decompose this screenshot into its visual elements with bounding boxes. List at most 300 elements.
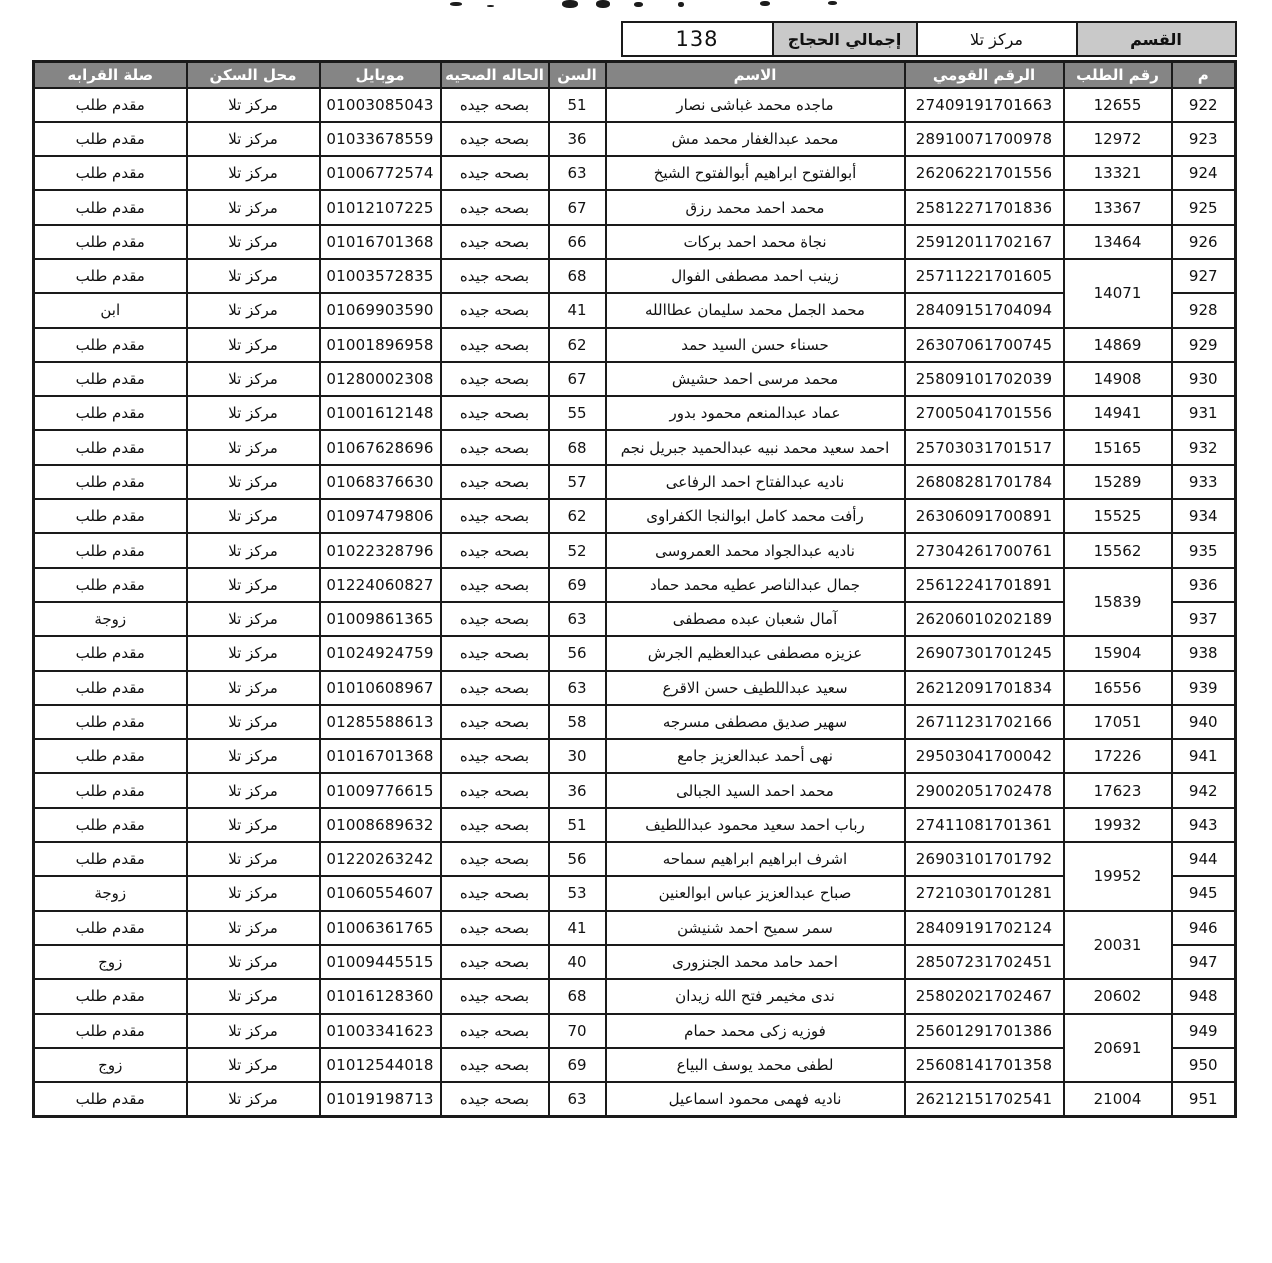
- cell-health: بصحه جيده: [441, 979, 549, 1013]
- cell-relation: ابن: [34, 293, 187, 327]
- cell-age: 55: [549, 396, 606, 430]
- col-header-health-status: الحاله الصحيه: [441, 62, 549, 88]
- cell-residence: مركز تلا: [187, 1048, 320, 1082]
- cell-request: 12972: [1064, 122, 1172, 156]
- cell-relation: مقدم طلب: [34, 122, 187, 156]
- cell-residence: مركز تلا: [187, 739, 320, 773]
- cell-relation: مقدم طلب: [34, 705, 187, 739]
- table-row: [34, 122, 1236, 156]
- cell-mobile: 01019198713: [320, 1082, 441, 1116]
- cell-name: محمد احمد محمد رزق: [606, 190, 905, 224]
- cell-name: رأفت محمد كامل ابوالنجا الكفراوى: [606, 499, 905, 533]
- cell-mobile: 01009776615: [320, 773, 441, 807]
- cell-age: 66: [549, 225, 606, 259]
- cell-national-id: 27210301701281: [905, 876, 1064, 910]
- cell-national-id: 25703031701517: [905, 430, 1064, 464]
- cell-national-id: 25601291701386: [905, 1014, 1064, 1048]
- cell-age: 67: [549, 190, 606, 224]
- cell-relation: مقدم طلب: [34, 808, 187, 842]
- summary-bar: [615, 21, 1237, 57]
- cell-mobile: 01016701368: [320, 225, 441, 259]
- cell-age: 53: [549, 876, 606, 910]
- cell-relation: مقدم طلب: [34, 911, 187, 945]
- cell-age: 58: [549, 705, 606, 739]
- table-header-row: [34, 62, 1236, 88]
- table-row: [34, 636, 1236, 670]
- cell-health: بصحه جيده: [441, 430, 549, 464]
- cell-mobile: 01224060827: [320, 568, 441, 602]
- cell-relation: مقدم طلب: [34, 671, 187, 705]
- cell-national-id: 25809101702039: [905, 362, 1064, 396]
- cell-age: 63: [549, 1082, 606, 1116]
- cell-relation: مقدم طلب: [34, 1014, 187, 1048]
- table-row: [34, 568, 1236, 602]
- cell-request: 15839: [1064, 568, 1172, 637]
- total-pilgrims-label: إجمالي الحجاج: [771, 21, 918, 57]
- cell-serial: 946: [1172, 911, 1236, 945]
- cell-residence: مركز تلا: [187, 773, 320, 807]
- cell-serial: 934: [1172, 499, 1236, 533]
- cell-name: محمد مرسى احمد حشيش: [606, 362, 905, 396]
- cell-name: فوزيه زكى محمد حمام: [606, 1014, 905, 1048]
- cell-health: بصحه جيده: [441, 156, 549, 190]
- cell-residence: مركز تلا: [187, 88, 320, 122]
- cell-request: 12655: [1064, 88, 1172, 122]
- cell-request: 15165: [1064, 430, 1172, 464]
- cell-health: بصحه جيده: [441, 328, 549, 362]
- cell-residence: مركز تلا: [187, 705, 320, 739]
- table-row: [34, 156, 1236, 190]
- cell-health: بصحه جيده: [441, 499, 549, 533]
- cell-national-id: 26212091701834: [905, 671, 1064, 705]
- cell-serial: 941: [1172, 739, 1236, 773]
- cell-request: 17226: [1064, 739, 1172, 773]
- cell-residence: مركز تلا: [187, 122, 320, 156]
- cell-name: زينب احمد مصطفى الفوال: [606, 259, 905, 293]
- cell-relation: مقدم طلب: [34, 328, 187, 362]
- col-header-serial: م: [1172, 62, 1236, 88]
- cell-request: 15289: [1064, 465, 1172, 499]
- cell-national-id: 26808281701784: [905, 465, 1064, 499]
- table-row: [34, 499, 1236, 533]
- table-row: [34, 739, 1236, 773]
- cell-national-id: 26212151702541: [905, 1082, 1064, 1116]
- cell-name: عزيزه مصطفى عبدالعظيم الجرش: [606, 636, 905, 670]
- cell-request: 14869: [1064, 328, 1172, 362]
- cell-serial: 928: [1172, 293, 1236, 327]
- cell-residence: مركز تلا: [187, 328, 320, 362]
- cell-name: سمر سميح احمد شنيشن: [606, 911, 905, 945]
- cell-mobile: 01097479806: [320, 499, 441, 533]
- cell-national-id: 27411081701361: [905, 808, 1064, 842]
- cell-request: 19932: [1064, 808, 1172, 842]
- cell-age: 57: [549, 465, 606, 499]
- table-row: [34, 259, 1236, 293]
- cell-mobile: 01069903590: [320, 293, 441, 327]
- cell-relation: مقدم طلب: [34, 190, 187, 224]
- cell-serial: 949: [1172, 1014, 1236, 1048]
- cell-residence: مركز تلا: [187, 671, 320, 705]
- cell-age: 52: [549, 533, 606, 567]
- cell-mobile: 01009445515: [320, 945, 441, 979]
- cell-age: 41: [549, 293, 606, 327]
- cell-age: 36: [549, 773, 606, 807]
- cell-age: 56: [549, 842, 606, 876]
- table-row: [34, 842, 1236, 876]
- cell-health: بصحه جيده: [441, 122, 549, 156]
- cell-mobile: 01003341623: [320, 1014, 441, 1048]
- cell-health: بصحه جيده: [441, 362, 549, 396]
- cell-name: ناديه عبدالجواد محمد العمروسى: [606, 533, 905, 567]
- cell-residence: مركز تلا: [187, 876, 320, 910]
- table-row: [34, 602, 1236, 636]
- cell-name: سهير صديق مصطفى مسرجه: [606, 705, 905, 739]
- cell-relation: مقدم طلب: [34, 568, 187, 602]
- cell-serial: 943: [1172, 808, 1236, 842]
- cell-mobile: 01001896958: [320, 328, 441, 362]
- cell-mobile: 01024924759: [320, 636, 441, 670]
- cell-request: 16556: [1064, 671, 1172, 705]
- cell-name: ناديه عبدالفتاح احمد الرفاعى: [606, 465, 905, 499]
- table-row: [34, 190, 1236, 224]
- cell-age: 51: [549, 88, 606, 122]
- cell-name: سعيد عبداللطيف حسن الاقرع: [606, 671, 905, 705]
- table-row: [34, 705, 1236, 739]
- cell-name: احمد حامد محمد الجنزورى: [606, 945, 905, 979]
- cell-request: 17623: [1064, 773, 1172, 807]
- cell-national-id: 26307061700745: [905, 328, 1064, 362]
- cell-mobile: 01067628696: [320, 430, 441, 464]
- cell-residence: مركز تلا: [187, 259, 320, 293]
- clipped-title-fragment: [596, 0, 610, 8]
- cell-national-id: 27005041701556: [905, 396, 1064, 430]
- cell-request: 13367: [1064, 190, 1172, 224]
- cell-residence: مركز تلا: [187, 1014, 320, 1048]
- cell-residence: مركز تلا: [187, 1082, 320, 1116]
- cell-residence: مركز تلا: [187, 602, 320, 636]
- cell-health: بصحه جيده: [441, 876, 549, 910]
- cell-mobile: 01006361765: [320, 911, 441, 945]
- cell-request: 19952: [1064, 842, 1172, 911]
- clipped-title-fragment: [634, 2, 643, 7]
- table-row: [34, 1014, 1236, 1048]
- table-row: [34, 979, 1236, 1013]
- cell-national-id: 28409191702124: [905, 911, 1064, 945]
- table-row: [34, 362, 1236, 396]
- cell-age: 70: [549, 1014, 606, 1048]
- cell-age: 36: [549, 122, 606, 156]
- cell-serial: 927: [1172, 259, 1236, 293]
- cell-serial: 930: [1172, 362, 1236, 396]
- cell-mobile: 01022328796: [320, 533, 441, 567]
- clipped-title-fragment: [678, 2, 684, 7]
- table-row: [34, 808, 1236, 842]
- cell-request: 20602: [1064, 979, 1172, 1013]
- cell-age: 69: [549, 568, 606, 602]
- cell-mobile: 01033678559: [320, 122, 441, 156]
- cell-residence: مركز تلا: [187, 396, 320, 430]
- cell-age: 67: [549, 362, 606, 396]
- department-label: القسم: [1075, 21, 1237, 57]
- cell-relation: مقدم طلب: [34, 739, 187, 773]
- cell-relation: زوجة: [34, 602, 187, 636]
- table-row: [34, 773, 1236, 807]
- cell-relation: مقدم طلب: [34, 88, 187, 122]
- cell-residence: مركز تلا: [187, 979, 320, 1013]
- cell-serial: 944: [1172, 842, 1236, 876]
- cell-mobile: 01220263242: [320, 842, 441, 876]
- cell-national-id: 28409151704094: [905, 293, 1064, 327]
- cell-serial: 933: [1172, 465, 1236, 499]
- cell-request: 15525: [1064, 499, 1172, 533]
- table-row: [34, 671, 1236, 705]
- cell-serial: 937: [1172, 602, 1236, 636]
- col-header-mobile: موبايل: [320, 62, 441, 88]
- cell-age: 40: [549, 945, 606, 979]
- cell-age: 63: [549, 602, 606, 636]
- cell-relation: مقدم طلب: [34, 979, 187, 1013]
- cell-relation: مقدم طلب: [34, 259, 187, 293]
- cell-age: 68: [549, 979, 606, 1013]
- cell-national-id: 26711231702166: [905, 705, 1064, 739]
- cell-national-id: 26907301701245: [905, 636, 1064, 670]
- cell-request: 14071: [1064, 259, 1172, 328]
- department-value: مركز تلا: [916, 21, 1078, 57]
- col-header-national-id: الرقم القومي: [905, 62, 1064, 88]
- cell-request: 17051: [1064, 705, 1172, 739]
- cell-national-id: 26306091700891: [905, 499, 1064, 533]
- table-body: [34, 88, 1236, 1117]
- cell-name: احمد سعيد محمد نبيه عبدالحميد جبريل نجم: [606, 430, 905, 464]
- cell-request: 14908: [1064, 362, 1172, 396]
- cell-residence: مركز تلا: [187, 293, 320, 327]
- cell-name: صباح عبدالعزيز عباس ابوالعنين: [606, 876, 905, 910]
- cell-national-id: 25802021702467: [905, 979, 1064, 1013]
- cell-mobile: 01006772574: [320, 156, 441, 190]
- cell-name: حسناء حسن السيد حمد: [606, 328, 905, 362]
- cell-residence: مركز تلا: [187, 362, 320, 396]
- cell-serial: 939: [1172, 671, 1236, 705]
- cell-residence: مركز تلا: [187, 156, 320, 190]
- cell-name: عماد عبدالمنعم محمود بدور: [606, 396, 905, 430]
- cell-age: 68: [549, 430, 606, 464]
- cell-name: آمال شعبان عبده مصطفى: [606, 602, 905, 636]
- table-row: [34, 876, 1236, 910]
- table-row: [34, 293, 1236, 327]
- cell-relation: مقدم طلب: [34, 156, 187, 190]
- cell-residence: مركز تلا: [187, 465, 320, 499]
- cell-residence: مركز تلا: [187, 842, 320, 876]
- cell-serial: 942: [1172, 773, 1236, 807]
- cell-relation: مقدم طلب: [34, 773, 187, 807]
- cell-national-id: 29503041700042: [905, 739, 1064, 773]
- cell-name: جمال عبدالناصر عطيه محمد حماد: [606, 568, 905, 602]
- cell-name: ندى مخيمر فتح الله زيدان: [606, 979, 905, 1013]
- cell-health: بصحه جيده: [441, 396, 549, 430]
- cell-request: 13464: [1064, 225, 1172, 259]
- cell-serial: 932: [1172, 430, 1236, 464]
- cell-request: 15904: [1064, 636, 1172, 670]
- cell-mobile: 01003085043: [320, 88, 441, 122]
- cell-relation: مقدم طلب: [34, 499, 187, 533]
- cell-mobile: 01003572835: [320, 259, 441, 293]
- clipped-title-fragment: [450, 2, 462, 6]
- cell-name: نهى أحمد عبدالعزيز جامع: [606, 739, 905, 773]
- cell-mobile: 01016701368: [320, 739, 441, 773]
- cell-mobile: 01060554607: [320, 876, 441, 910]
- cell-name: محمد عبدالغفار محمد مش: [606, 122, 905, 156]
- cell-health: بصحه جيده: [441, 190, 549, 224]
- cell-health: بصحه جيده: [441, 739, 549, 773]
- col-header-residence: محل السكن: [187, 62, 320, 88]
- cell-relation: مقدم طلب: [34, 225, 187, 259]
- cell-name: رباب احمد سعيد محمود عبداللطيف: [606, 808, 905, 842]
- cell-name: أبوالفتوح ابراهيم أبوالفتوح الشيخ: [606, 156, 905, 190]
- table-row: [34, 430, 1236, 464]
- cell-serial: 950: [1172, 1048, 1236, 1082]
- cell-national-id: 26206010202189: [905, 602, 1064, 636]
- cell-mobile: 01016128360: [320, 979, 441, 1013]
- cell-national-id: 25812271701836: [905, 190, 1064, 224]
- cell-relation: مقدم طلب: [34, 396, 187, 430]
- cell-health: بصحه جيده: [441, 259, 549, 293]
- cell-residence: مركز تلا: [187, 430, 320, 464]
- cell-serial: 948: [1172, 979, 1236, 1013]
- cell-serial: 922: [1172, 88, 1236, 122]
- clipped-title-fragment: [487, 5, 494, 7]
- cell-serial: 938: [1172, 636, 1236, 670]
- cell-serial: 931: [1172, 396, 1236, 430]
- cell-relation: زوج: [34, 1048, 187, 1082]
- cell-serial: 935: [1172, 533, 1236, 567]
- cell-health: بصحه جيده: [441, 636, 549, 670]
- table-row: [34, 88, 1236, 122]
- table-row: [34, 225, 1236, 259]
- cell-relation: مقدم طلب: [34, 465, 187, 499]
- cell-residence: مركز تلا: [187, 499, 320, 533]
- cell-request: 20031: [1064, 911, 1172, 980]
- cell-national-id: 28507231702451: [905, 945, 1064, 979]
- cell-relation: مقدم طلب: [34, 430, 187, 464]
- cell-request: 14941: [1064, 396, 1172, 430]
- cell-national-id: 29002051702478: [905, 773, 1064, 807]
- cell-health: بصحه جيده: [441, 1082, 549, 1116]
- cell-age: 63: [549, 156, 606, 190]
- cell-age: 63: [549, 671, 606, 705]
- cell-age: 30: [549, 739, 606, 773]
- cell-health: بصحه جيده: [441, 225, 549, 259]
- cell-mobile: 01009861365: [320, 602, 441, 636]
- cell-age: 69: [549, 1048, 606, 1082]
- cell-relation: مقدم طلب: [34, 362, 187, 396]
- cell-age: 62: [549, 499, 606, 533]
- cell-mobile: 01068376630: [320, 465, 441, 499]
- cell-health: بصحه جيده: [441, 911, 549, 945]
- cell-residence: مركز تلا: [187, 636, 320, 670]
- table-row: [34, 328, 1236, 362]
- table-row: [34, 465, 1236, 499]
- cell-health: بصحه جيده: [441, 773, 549, 807]
- cell-national-id: 25912011702167: [905, 225, 1064, 259]
- table-row: [34, 945, 1236, 979]
- cell-request: 13321: [1064, 156, 1172, 190]
- cell-serial: 940: [1172, 705, 1236, 739]
- clipped-title-fragment: [760, 1, 770, 6]
- cell-name: محمد احمد السيد الجبالى: [606, 773, 905, 807]
- cell-serial: 947: [1172, 945, 1236, 979]
- cell-national-id: 25612241701891: [905, 568, 1064, 602]
- cell-health: بصحه جيده: [441, 533, 549, 567]
- cell-national-id: 27304261700761: [905, 533, 1064, 567]
- cell-age: 68: [549, 259, 606, 293]
- cell-health: بصحه جيده: [441, 293, 549, 327]
- cell-name: ناديه فهمى محمود اسماعيل: [606, 1082, 905, 1116]
- cell-health: بصحه جيده: [441, 88, 549, 122]
- table-row: [34, 1048, 1236, 1082]
- cell-age: 56: [549, 636, 606, 670]
- cell-health: بصحه جيده: [441, 808, 549, 842]
- total-pilgrims-value: 138: [621, 21, 774, 57]
- cell-health: بصحه جيده: [441, 705, 549, 739]
- cell-name: محمد الجمل محمد سليمان عطاالله: [606, 293, 905, 327]
- col-header-request-number: رقم الطلب: [1064, 62, 1172, 88]
- cell-relation: مقدم طلب: [34, 636, 187, 670]
- cell-residence: مركز تلا: [187, 911, 320, 945]
- cell-mobile: 01001612148: [320, 396, 441, 430]
- cell-serial: 924: [1172, 156, 1236, 190]
- cell-request: 21004: [1064, 1082, 1172, 1116]
- clipped-title-fragment: [828, 1, 837, 5]
- table-row: [34, 533, 1236, 567]
- col-header-age: السن: [549, 62, 606, 88]
- cell-relation: مقدم طلب: [34, 842, 187, 876]
- cell-health: بصحه جيده: [441, 945, 549, 979]
- cell-health: بصحه جيده: [441, 671, 549, 705]
- cell-mobile: 01280002308: [320, 362, 441, 396]
- cell-serial: 945: [1172, 876, 1236, 910]
- cell-mobile: 01012107225: [320, 190, 441, 224]
- cell-request: 20691: [1064, 1014, 1172, 1083]
- cell-name: اشرف ابراهيم ابراهيم سماحه: [606, 842, 905, 876]
- cell-serial: 923: [1172, 122, 1236, 156]
- cell-residence: مركز تلا: [187, 568, 320, 602]
- cell-national-id: 25711221701605: [905, 259, 1064, 293]
- cell-residence: مركز تلا: [187, 808, 320, 842]
- cell-national-id: 28910071700978: [905, 122, 1064, 156]
- cell-national-id: 27409191701663: [905, 88, 1064, 122]
- cell-national-id: 25608141701358: [905, 1048, 1064, 1082]
- cell-age: 41: [549, 911, 606, 945]
- col-header-relation: صلة القرابه: [34, 62, 187, 88]
- cell-mobile: 01010608967: [320, 671, 441, 705]
- cell-mobile: 01012544018: [320, 1048, 441, 1082]
- cell-health: بصحه جيده: [441, 568, 549, 602]
- cell-serial: 926: [1172, 225, 1236, 259]
- cell-residence: مركز تلا: [187, 225, 320, 259]
- cell-request: 15562: [1064, 533, 1172, 567]
- cell-relation: زوجة: [34, 876, 187, 910]
- cell-health: بصحه جيده: [441, 1014, 549, 1048]
- cell-age: 62: [549, 328, 606, 362]
- clipped-title-fragment: [562, 0, 578, 8]
- cell-health: بصحه جيده: [441, 1048, 549, 1082]
- cell-name: لطفى محمد يوسف البياع: [606, 1048, 905, 1082]
- table-row: [34, 396, 1236, 430]
- cell-mobile: 01285588613: [320, 705, 441, 739]
- table-row: [34, 1082, 1236, 1116]
- cell-national-id: 26903101701792: [905, 842, 1064, 876]
- cell-relation: مقدم طلب: [34, 1082, 187, 1116]
